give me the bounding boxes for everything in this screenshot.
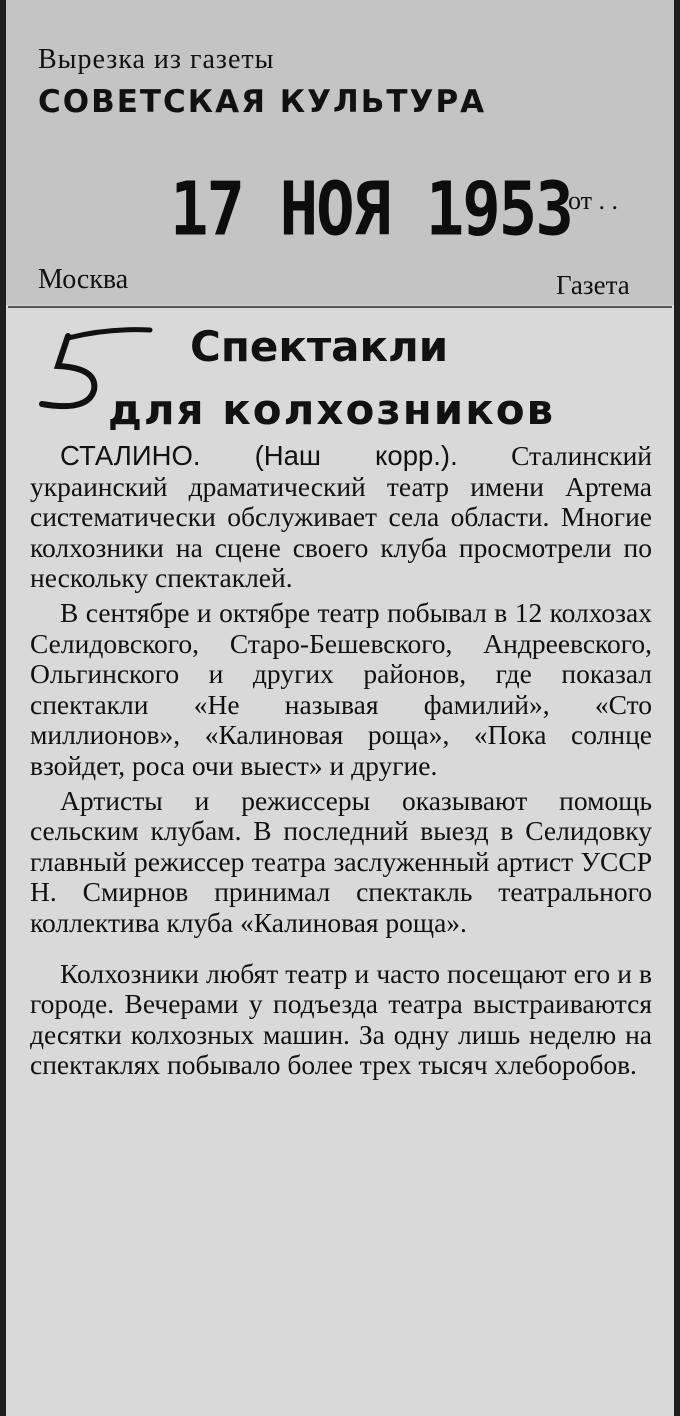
article-paragraph — [30, 441, 652, 594]
article-paragraph: Колхозники любят театр и часто посещают его и в городе. Вечерами у подъезда театра выстраиваются десятки колхозных машин. За одну лишь неделю на спектаклях побывало более трех тысяч хлеборобов. — [30, 957, 652, 1081]
header-divider — [8, 306, 672, 308]
article-paragraph: Артисты и режиссеры оказывают помощь сельским клубам. В последний выезд в Селидовку главный режиссер театра заслуженный артист УССР Н. Смирнов принимал спектакль театрального коллектива клуба «Калиновая роща». — [30, 784, 652, 938]
cut-label: Вырезка из газеты — [38, 44, 275, 75]
gazette-label: Газета — [556, 270, 630, 300]
paragraph-1-text: Сталинский украинский драматический театр имени Артема систематически обслуживает села области. Многие колхозники на сцене своего клуба просмотрели по нескольку спектаклей. — [30, 440, 653, 594]
date-stamp-suffix: от . . — [568, 186, 619, 215]
left-edge-shadow — [0, 0, 6, 1416]
article-paragraph: В сентябре и октябре театр побывал в 12 колхозах Селидовского, Старо-Бешевского, Андреевского, Ольгинского и других районов, где показал спектакли «Не называя фамилий», «Сто миллионов», «Калиновая роща», «Пока солнце взойдет, роса очи выест» и другие. — [30, 596, 652, 781]
clipping-header — [0, 0, 680, 305]
date-stamp: 17 НОЯ 1953 — [170, 168, 572, 254]
city-label: Москва — [38, 264, 129, 295]
headline-line1: Спектакли — [190, 322, 449, 371]
newspaper-name: СОВЕТСКАЯ КУЛЬТУРА — [38, 84, 487, 120]
right-edge-shadow — [674, 0, 680, 1416]
dateline: СТАЛИНО. (Наш корр.). — [60, 440, 458, 471]
headline-line2: для колхозников — [108, 385, 556, 434]
article-body — [30, 441, 652, 1081]
